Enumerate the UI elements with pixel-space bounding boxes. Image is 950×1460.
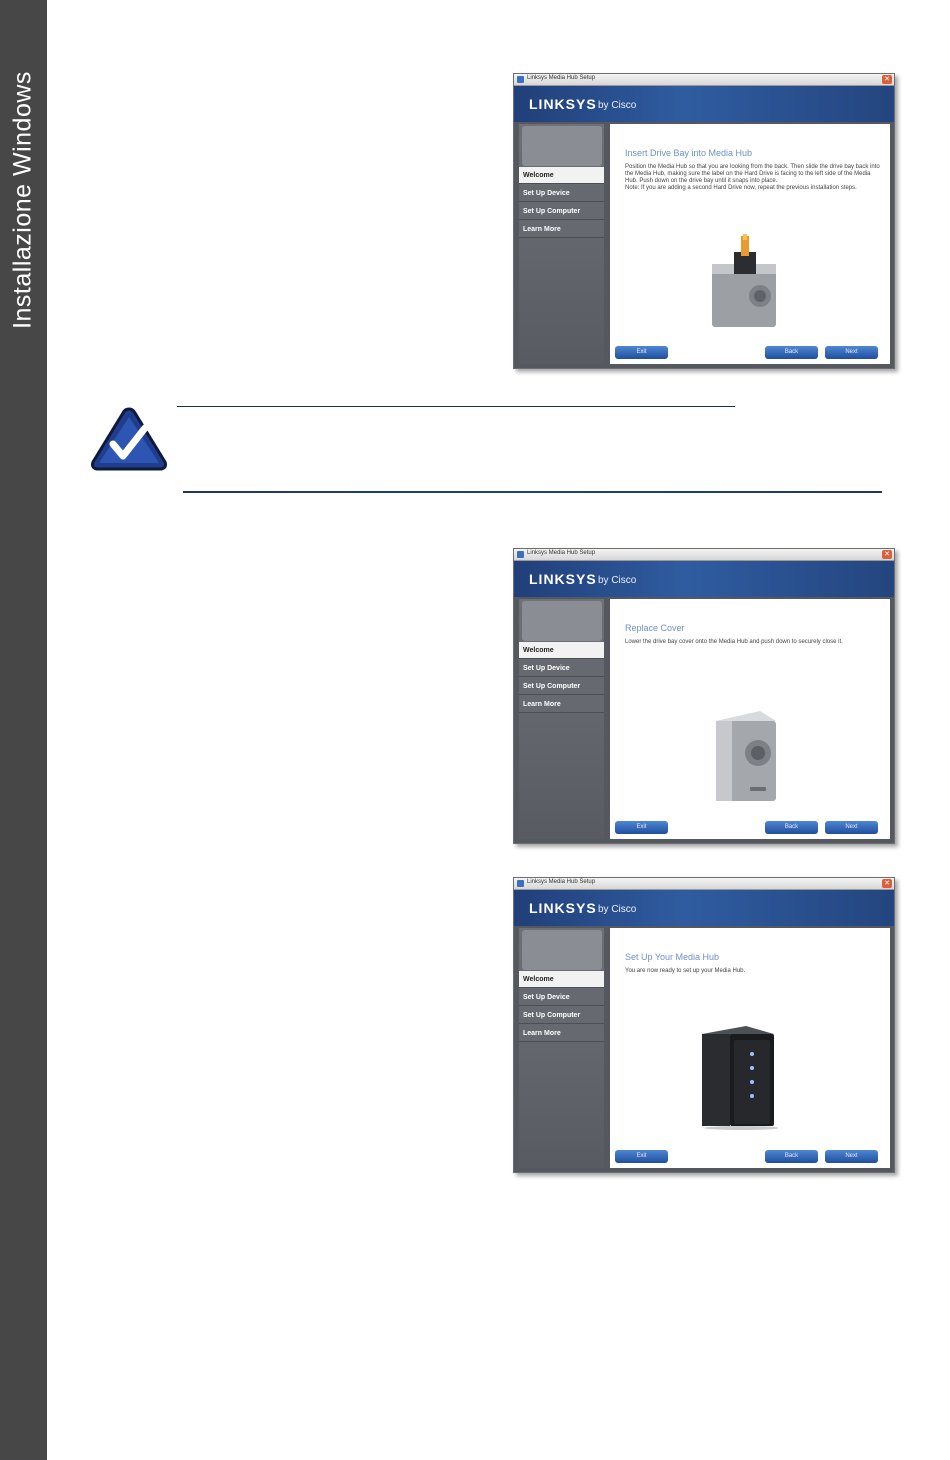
- step-body-paragraph: Lower the drive bay cover onto the Media Hub and push down to securely close it.: [625, 639, 843, 645]
- nav-item-learn-more[interactable]: Learn More: [519, 1025, 604, 1042]
- window-titlebar: [514, 549, 894, 561]
- wizard-nav: [519, 928, 604, 1168]
- app-icon: [517, 880, 524, 887]
- exit-button[interactable]: Exit: [615, 346, 668, 359]
- window-titlebar: [514, 878, 894, 890]
- installer-window-insert-drive-bay: [513, 73, 895, 369]
- section-side-band: [0, 0, 47, 1460]
- brand-logo: LINKSYS: [529, 900, 597, 916]
- close-icon[interactable]: ✕: [882, 879, 892, 888]
- nav-item-learn-more[interactable]: Learn More: [519, 221, 604, 238]
- wizard-content: [610, 599, 890, 839]
- nav-item-set-up-device[interactable]: Set Up Device: [519, 185, 604, 202]
- nav-item-set-up-device[interactable]: Set Up Device: [519, 989, 604, 1006]
- nav-item-welcome[interactable]: Welcome: [519, 642, 604, 659]
- brand-subtitle: by Cisco: [598, 575, 637, 586]
- app-icon: [517, 551, 524, 558]
- step-body: [625, 639, 880, 646]
- section-title: Installazione Windows: [8, 71, 37, 329]
- nav-header-panel: [522, 601, 602, 641]
- nav-item-set-up-computer[interactable]: Set Up Computer: [519, 203, 604, 220]
- nav-item-set-up-device[interactable]: Set Up Device: [519, 660, 604, 677]
- wizard-nav: [519, 599, 604, 839]
- step-heading: Replace Cover: [625, 623, 685, 633]
- brand-logo: LINKSYS: [529, 571, 597, 587]
- installer-window-replace-cover: [513, 548, 895, 844]
- media-hub-drive-insert-image: [710, 234, 780, 329]
- brand-logo: LINKSYS: [529, 96, 597, 112]
- nav-item-learn-more[interactable]: Learn More: [519, 696, 604, 713]
- note-top-rule: [177, 406, 735, 407]
- media-hub-cover-image: [710, 707, 782, 803]
- window-title: Linksys Media Hub Setup: [527, 879, 596, 885]
- step-heading: Set Up Your Media Hub: [625, 952, 720, 962]
- back-button[interactable]: Back: [765, 346, 818, 359]
- next-button[interactable]: Next: [825, 821, 878, 834]
- window-titlebar: [514, 74, 894, 86]
- exit-button[interactable]: Exit: [615, 1150, 668, 1163]
- window-title: Linksys Media Hub Setup: [527, 75, 596, 81]
- close-icon[interactable]: ✕: [882, 550, 892, 559]
- close-icon[interactable]: ✕: [882, 75, 892, 84]
- brand-subtitle: by Cisco: [598, 904, 637, 915]
- brand-subtitle: by Cisco: [598, 100, 637, 111]
- back-button[interactable]: Back: [765, 1150, 818, 1163]
- window-title: Linksys Media Hub Setup: [527, 550, 596, 556]
- step-body: [625, 968, 880, 975]
- step-body-note: Note: If you are adding a second Hard Drive now, repeat the previous installation steps.: [625, 185, 857, 191]
- step-heading: Insert Drive Bay into Media Hub: [625, 148, 753, 158]
- wizard-nav: [519, 124, 604, 364]
- step-body-paragraph: You are now ready to set up your Media Hub.: [625, 968, 746, 974]
- wizard-content: [610, 928, 890, 1168]
- nav-header-panel: [522, 930, 602, 970]
- step-body: [625, 164, 880, 192]
- media-hub-device-image: [698, 1024, 778, 1130]
- step-body-paragraph: Position the Media Hub so that you are looking from the back. Then slide the drive bay back into the Media Hub, making sure the label on the Hard Drive is facing to the left side of the Media Hub. Push down on the drive bay until it snaps into place.: [625, 164, 880, 184]
- next-button[interactable]: Next: [825, 346, 878, 359]
- nav-item-welcome[interactable]: Welcome: [519, 971, 604, 988]
- back-button[interactable]: Back: [765, 821, 818, 834]
- brand-banner: [514, 86, 894, 122]
- brand-banner: [514, 561, 894, 597]
- nav-item-welcome[interactable]: Welcome: [519, 167, 604, 184]
- wizard-content: [610, 124, 890, 364]
- installer-window-set-up-media-hub: [513, 877, 895, 1173]
- nav-header-panel: [522, 126, 602, 166]
- nav-item-set-up-computer[interactable]: Set Up Computer: [519, 678, 604, 695]
- checkmark-note-icon: [89, 406, 169, 472]
- app-icon: [517, 76, 524, 83]
- next-button[interactable]: Next: [825, 1150, 878, 1163]
- nav-item-set-up-computer[interactable]: Set Up Computer: [519, 1007, 604, 1024]
- brand-banner: [514, 890, 894, 926]
- exit-button[interactable]: Exit: [615, 821, 668, 834]
- note-bottom-rule: [183, 491, 882, 493]
